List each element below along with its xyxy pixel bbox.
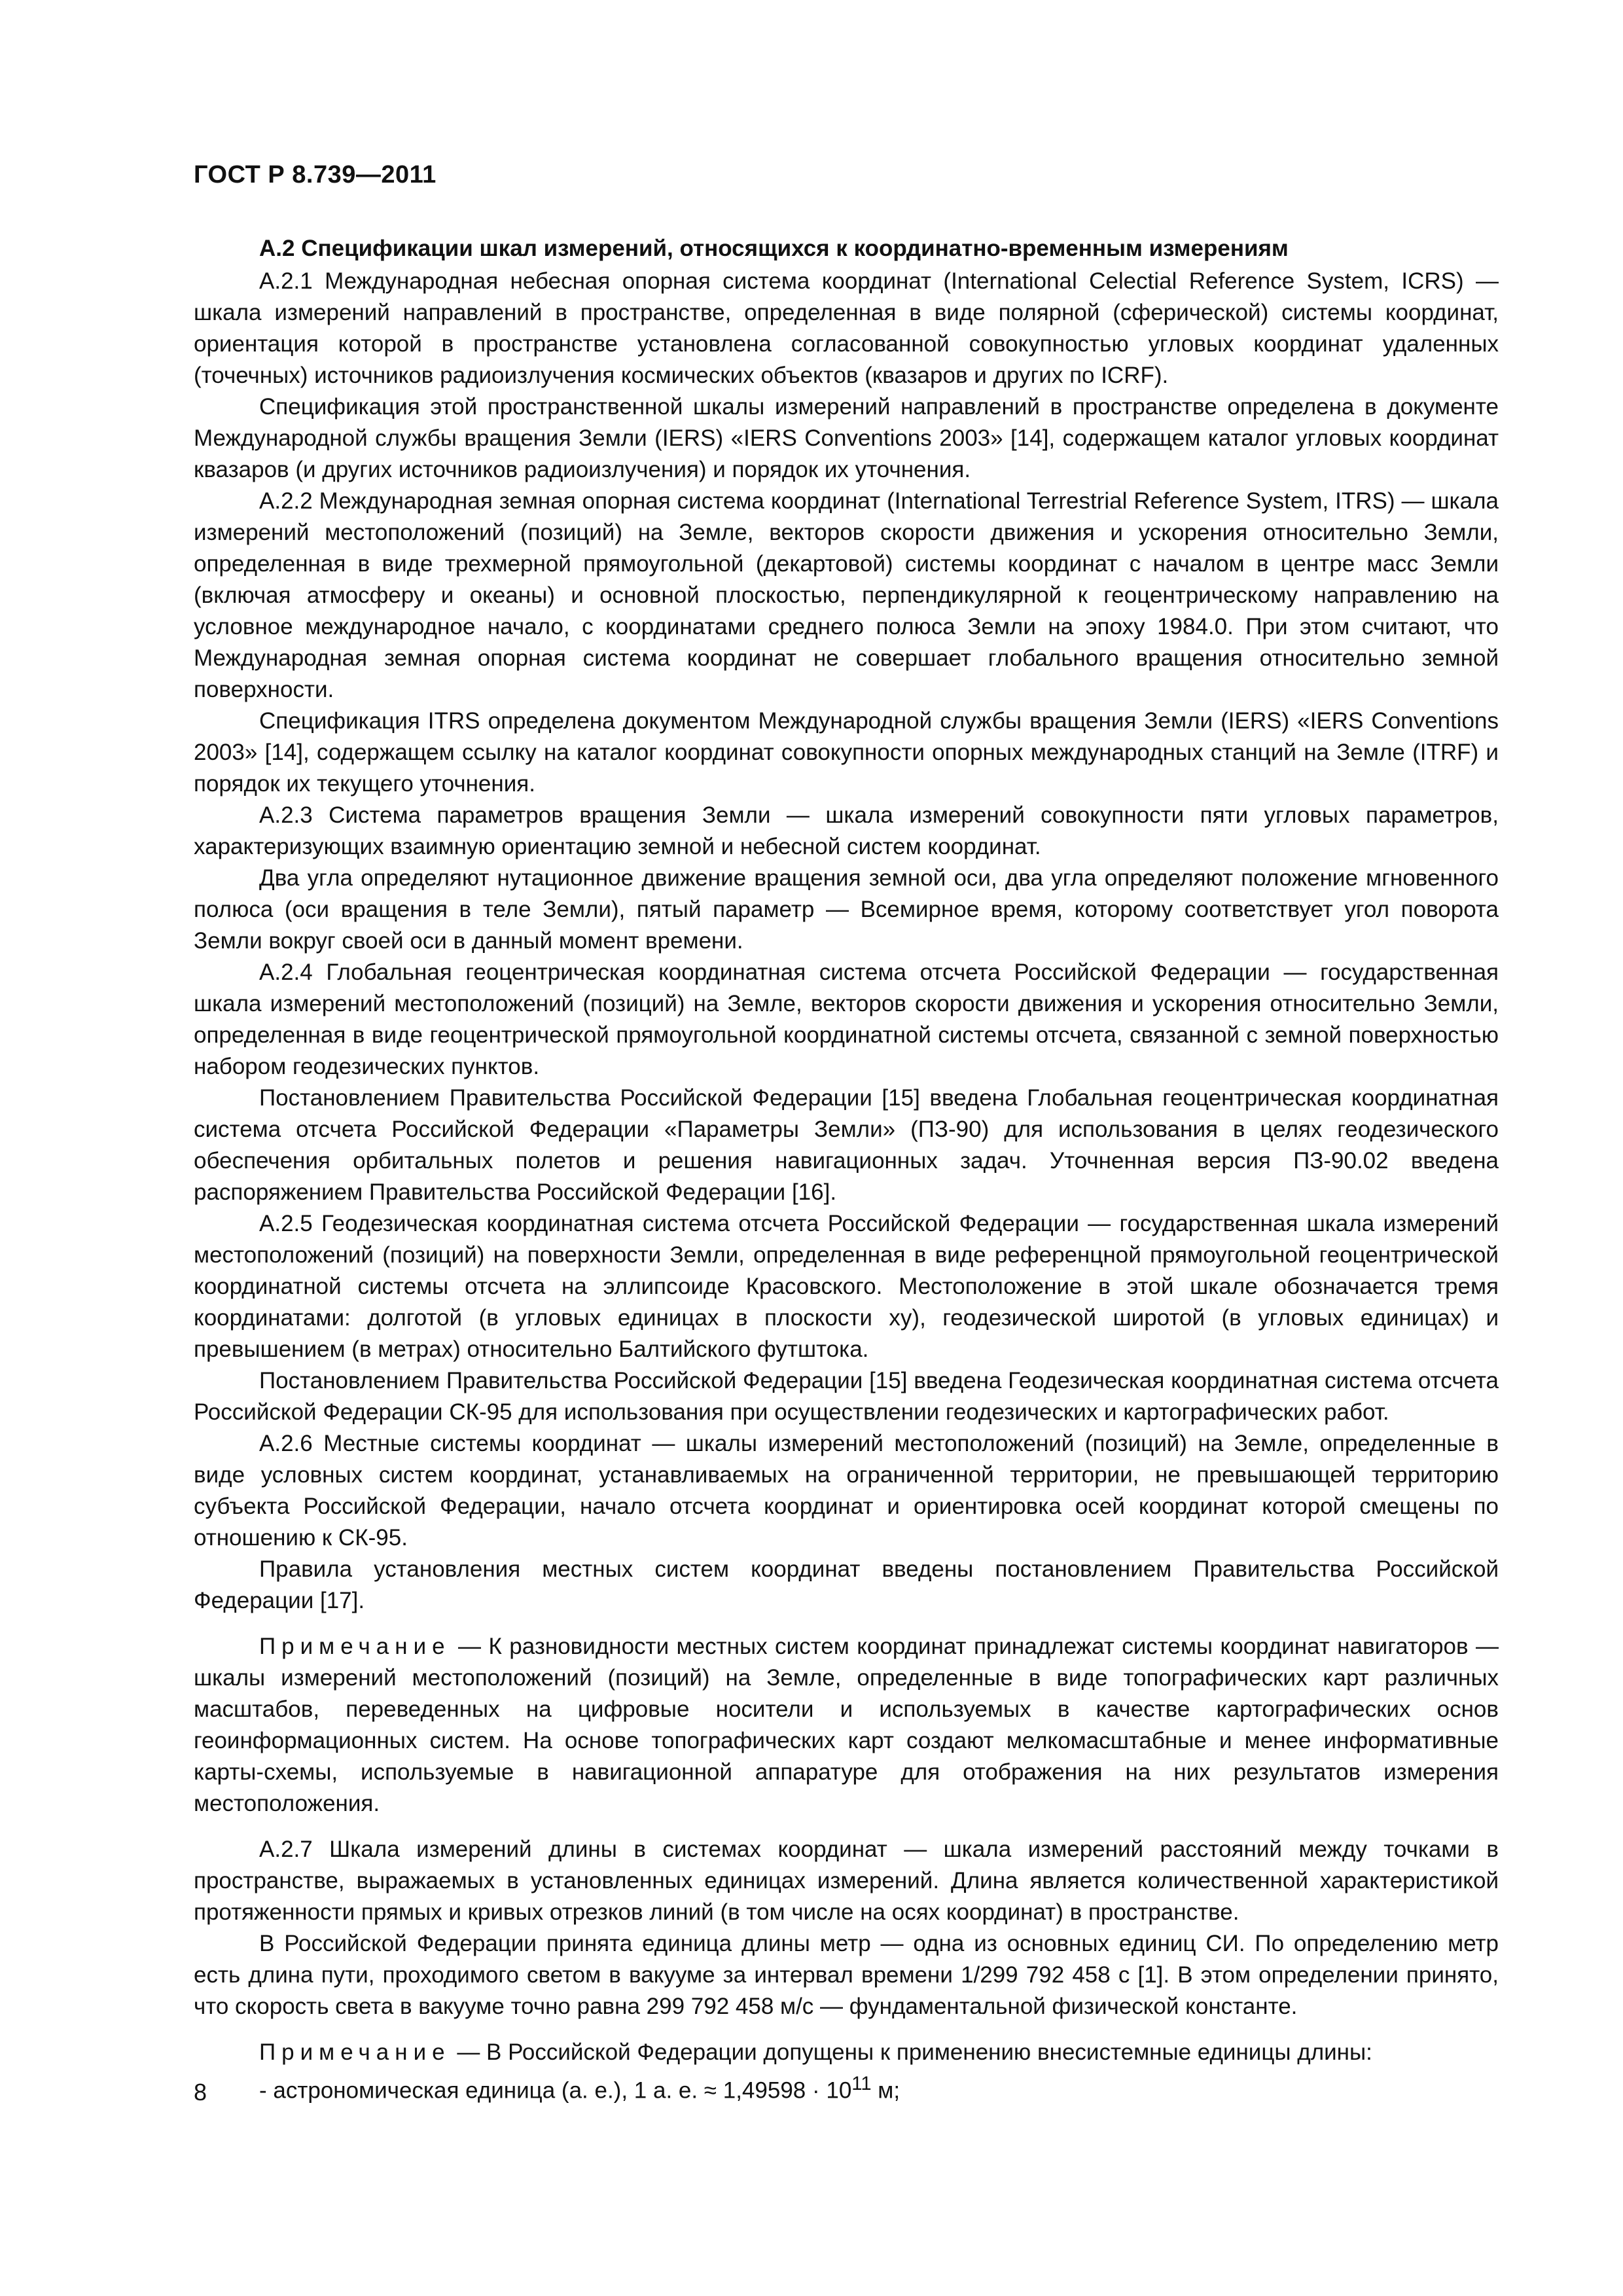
paragraph: Спецификация ITRS определена документом Международной службы вращения Земли (IERS) «IERS Conventions 2003» [14], содержащем ссылку на каталог координат совокупности опорных международных станций на Земле (ITRF) и порядок их текущего уточнения. [194,708,1499,797]
document-body [194,233,1499,2107]
note-label: Примечание [259,2039,451,2065]
list-item-text: - астрономическая единица (а. е.), 1 а. е. ≈ 1,49598 · 10 [259,2077,852,2104]
document-header: ГОСТ Р 8.739—2011 [194,161,437,188]
note-text: — К разновидности местных систем координат принадлежат системы координат навигаторов — шкалы измерений местоположений (позиций) на Земле, определенные в виде топографических карт различных масштабов, переведенных на цифровые носители и используемых в качестве картографических основ геоинформационных систем. На основе топографических карт создают мелкомасштабные и менее информативные карты-схемы, используемые в навигационной аппаратуре для отображения на них результатов измерения местоположения. [194,1634,1499,1816]
note-label: Примечание [259,1634,451,1659]
section-heading: А.2 Спецификации шкал измерений, относящихся к координатно-временным измерениям [259,236,1289,261]
paragraph: А.2.3 Система параметров вращения Земли — шкала измерений совокупности пяти угловых параметров, характеризующих взаимную ориентацию земной и небесной систем координат. [194,802,1499,859]
paragraph: Два угла определяют нутационное движение вращения земной оси, два угла определяют положение мгновенного полюса (оси вращения в теле Земли), пятый параметр — Всемирное время, которому соответствует угол поворота Земли вокруг своей оси в данный момент времени. [194,865,1499,954]
paragraph: Правила установления местных систем координат введены постановлением Правительства Российской Федерации [17]. [194,1556,1499,1613]
paragraph: Постановлением Правительства Российской Федерации [15] введена Геодезическая координатная система отсчета Российской Федерации СК-95 для использования при осуществлении геодезических и картографических работ. [194,1368,1499,1425]
paragraph: В Российской Федерации принята единица длины метр — одна из основных единиц СИ. По определению метр есть длина пути, проходимого светом в вакууме за интервал времени 1/299 792 458 с [1]. В этом определении принято, что скорость света в вакууме точно равна 299 792 458 м/с — фундаментальной физической константе. [194,1931,1499,2019]
paragraph: А.2.7 Шкала измерений длины в системах координат — шкала измерений расстояний между точками в пространстве, выражаемых в установленных единицах измерений. Длина является количественной характеристикой протяженности прямых и кривых отрезков линий (в том числе на осях координат) в пространстве. [194,1837,1499,1925]
list-item-exponent: 11 [851,2073,872,2094]
paragraph: А.2.4 Глобальная геоцентрическая координатная система отсчета Российской Федерации — государственная шкала измерений местоположений (позиций) на Земле, векторов скорости движения и ускорения относительно Земли, определенная в виде геоцентрической прямоугольной координатной системы отсчета, связанной с земной поверхностью набором геодезических пунктов. [194,960,1499,1079]
paragraph: А.2.5 Геодезическая координатная система отсчета Российской Федерации — государственная шкала измерений местоположений (позиций) на поверхности Земли, определенная в виде референцной прямоугольной геоцентрической координатной системы отсчета на эллипсоиде Красовского. Местоположение в этой шкале обозначается тремя координатами: долготой (в угловых единицах в плоскости ху), геодезической широтой (в угловых единицах) и превышением (в метрах) относительно Балтийского футштока. [194,1211,1499,1362]
paragraph: Спецификация этой пространственной шкалы измерений направлений в пространстве определена в документе Международной службы вращения Земли (IERS) «IERS Conventions 2003» [14], содержащем каталог угловых координат квазаров (и других источников радиоизлучения) и порядок их уточнения. [194,394,1499,482]
page-number: 8 [194,2079,207,2106]
note [194,1631,1499,1820]
list-item-unit: м; [871,2077,901,2104]
paragraph: А.2.6 Местные системы координат — шкалы измерений местоположений (позиций) на Земле, определенные в виде условных систем координат, устанавливаемых на ограниченной территории, не превышающей территорию субъекта Российской Федерации, начало отсчета координат и ориентировка осей координат которой смещены по отношению к СК-95. [194,1431,1499,1551]
paragraph: Постановлением Правительства Российской Федерации [15] введена Глобальная геоцентрическая координатная система отсчета Российской Федерации «Параметры Земли» (ПЗ-90) для использования в целях геодезического обеспечения орбитальных полетов и решения навигационных задач. Уточненная версия ПЗ-90.02 введена распоряжением Правительства Российской Федерации [16]. [194,1085,1499,1205]
note [194,2037,1499,2068]
list-item [194,2068,1499,2107]
paragraph: А.2.2 Международная земная опорная система координат (International Terrestrial Reference System, ITRS) — шкала измерений местоположений (позиций) на Земле, векторов скорости движения и ускорения относительно Земли, определенная в виде трехмерной прямоугольной (декартовой) системы координат с началом в центре масс Земли (включая атмосферу и океаны) и основной плоскостью, перпендикулярной к геоцентрическому направлению на условное международное начало, с координатами среднего полюса Земли на эпоху 1984.0. При этом считают, что Международная земная опорная система координат не совершает глобального вращения относительно земной поверхности. [194,488,1499,702]
note-text: — В Российской Федерации допущены к применению внесистемные единицы длины: [450,2039,1372,2065]
paragraph: А.2.1 Международная небесная опорная система координат (International Celectial Reference System, ICRS) — шкала измерений направлений в пространстве, определенная в виде полярной (сферической) системы координат, ориентация которой в пространстве установлена согласованной совокупностью угловых координат удаленных (точечных) источников радиоизлучения космических объектов (квазаров и других по ICRF). [194,268,1499,388]
